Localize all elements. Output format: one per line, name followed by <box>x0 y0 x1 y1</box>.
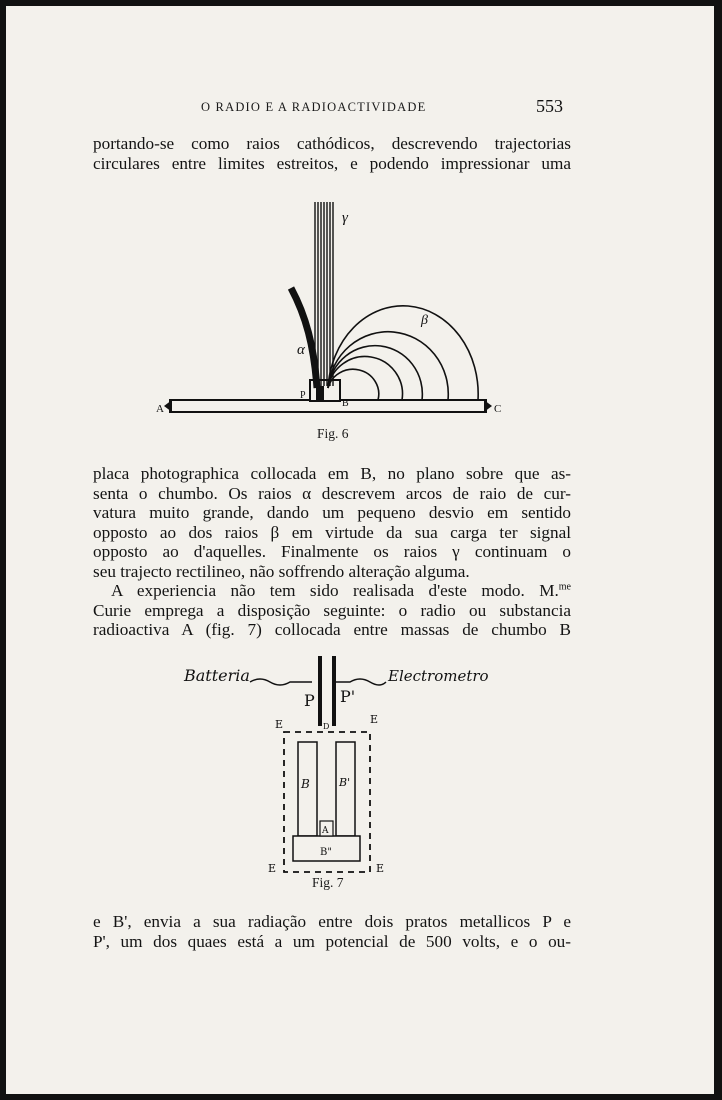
paragraph-1-line: circulares entre limites estreitos, e podendo impressionar uma <box>93 153 571 173</box>
paragraph-2-line: opposto ao dos raios β em virtude da sua carga ter signal <box>93 522 571 542</box>
paragraph-1-line: portando-se como raios cathódicos, descrevendo trajectorias <box>93 134 571 153</box>
figure-7 <box>6 6 714 906</box>
fig7-label-b-prime: B' <box>339 776 351 789</box>
fig7-label-b-double: B" <box>320 847 332 858</box>
paragraph-3-line: radioactiva A (fig. 7) collocada entre massas de chumbo B <box>93 620 571 639</box>
paragraph-2-line: senta o chumbo. Os raios α descrevem arcos de raio de cur- <box>93 483 571 503</box>
fig7-label-p: P <box>304 691 315 710</box>
fig7-label-e-bottom-right: E <box>376 862 385 875</box>
fig7-label-e-top-right: E <box>370 713 379 726</box>
fig7-label-e-bottom-left: E <box>268 862 277 875</box>
page-number: 553 <box>536 96 563 116</box>
book-page <box>6 6 714 1094</box>
fig7-label-batteria: Batteria <box>184 666 250 685</box>
fig6-label-a: A <box>156 403 164 415</box>
fig6-label-c: C <box>494 403 502 415</box>
paragraph-3-superscript: me <box>558 581 571 593</box>
paragraph-2-line: opposto ao d'aquelles. Finalmente os raios γ continuam o <box>93 542 571 561</box>
paragraph-4-line: e B', envia a sua radiação entre dois pratos metallicos P e <box>93 912 571 931</box>
fig7-caption: Fig. 7 <box>312 875 344 890</box>
fig6-label-gamma: γ <box>342 210 348 226</box>
paragraph-2-line: vatura muito grande, dando um pequeno desvio em sentido <box>93 503 571 522</box>
fig6-label-p: P <box>300 390 306 401</box>
running-head: O RADIO E A RADIOACTIVIDADE <box>201 100 427 114</box>
fig7-plate-p <box>318 656 322 726</box>
fig7-label-p-prime: P' <box>340 687 356 706</box>
fig7-label-e-top-left: E <box>275 718 284 731</box>
paragraph-3-line-1-text: A experiencia não tem sido realisada d'este modo. M. <box>111 581 559 600</box>
fig7-lead-b-prime <box>336 742 355 836</box>
fig6-label-beta: β <box>421 313 428 328</box>
paragraph-2-line: seu trajecto rectilineo, não soffrendo alteração alguma. <box>93 561 470 581</box>
fig7-label-d: D <box>323 722 330 731</box>
paragraph-4 <box>93 912 571 951</box>
fig7-label-b: B <box>301 777 310 791</box>
fig7-wire-right <box>336 679 386 685</box>
fig6-label-b: B <box>342 398 349 409</box>
paragraph-2-line: placa photographica collocada em B, no plano sobre que as- <box>93 464 571 483</box>
fig7-wire-left <box>250 679 312 685</box>
fig6-caption: Fig. 6 <box>317 426 349 441</box>
fig7-label-a: A <box>322 826 329 836</box>
fig7-plate-p-prime <box>332 656 336 726</box>
fig6-label-alpha: α <box>297 342 305 358</box>
paragraph-3-line: Curie emprega a disposição seguinte: o radio ou substancia <box>93 600 571 620</box>
paragraph-4-line: P', um dos quaes está a um potencial de 500 volts, e o ou- <box>93 931 571 951</box>
fig7-label-electrometro: Electrometro <box>388 667 489 685</box>
